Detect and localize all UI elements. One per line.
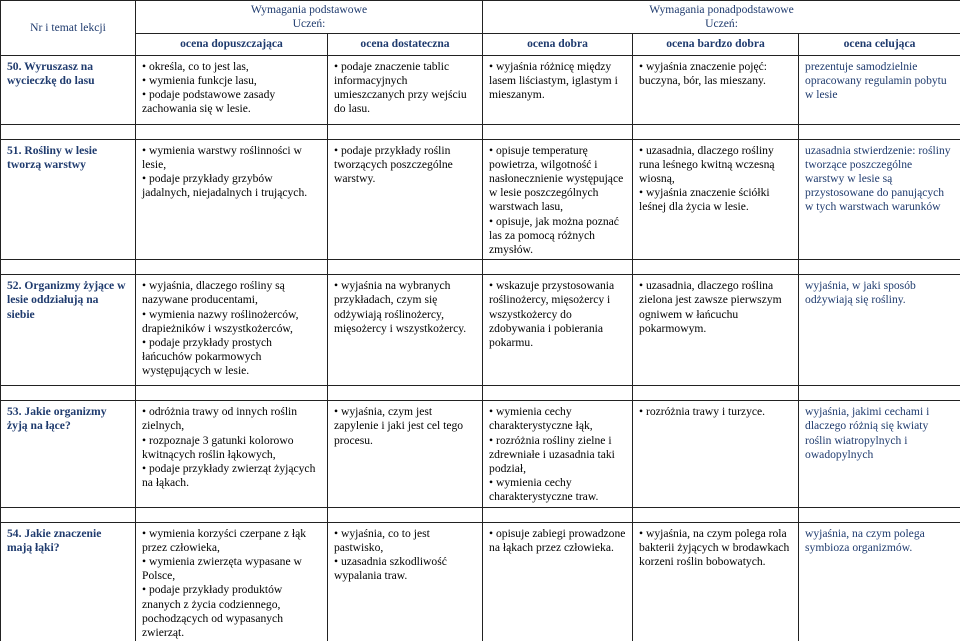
requirement-cell <box>328 275 483 386</box>
requirement-item: • wyjaśnia na wybranych przykładach, czym się odżywiają roślinożercy, mięsożercy i wszystkożercy. <box>334 279 467 335</box>
table-body <box>1 55 960 641</box>
requirement-item: • rozpoznaje 3 gatunki kolorowo kwitnących roślin łąkowych, <box>142 433 294 461</box>
requirement-item: • opisuje temperaturę powietrza, wilgotność i nasłonecznienie występujące w lesie poszczególnych warstwach lasu, <box>489 143 624 214</box>
lesson-title: 52. Organizmy żyjące w lesie oddziałują na siebie <box>1 275 136 386</box>
requirement-item: wyjaśnia, w jaki sposób odżywiają się rośliny. <box>805 279 916 307</box>
spacer-cell <box>136 386 328 401</box>
spacer-cell <box>1 124 136 139</box>
requirement-item: • opisuje zabiegi prowadzone na łąkach przez człowieka. <box>489 526 626 554</box>
spacer-cell <box>483 386 633 401</box>
requirement-cell <box>799 139 960 260</box>
spacer-cell <box>799 507 960 522</box>
advanced-requirements-title: Wymagania ponadpodstawowe <box>649 3 794 16</box>
spacer-cell <box>1 260 136 275</box>
grade-header: ocena bardzo dobra <box>633 34 799 55</box>
requirement-cell <box>328 401 483 507</box>
requirement-item: • podaje podstawowe zasady zachowania się w lesie. <box>142 88 276 116</box>
spacer-cell <box>1 386 136 401</box>
requirement-cell <box>799 522 960 641</box>
row-spacer <box>1 124 960 139</box>
requirement-cell <box>633 275 799 386</box>
requirement-item: • wyjaśnia, dlaczego rośliny są nazywane producentami, <box>142 279 285 307</box>
grade-header: ocena dostateczna <box>328 34 483 55</box>
requirement-item: prezentuje samodzielnie opracowany regulamin pobytu w lesie <box>805 59 947 102</box>
spacer-cell <box>633 260 799 275</box>
requirement-item: uzasadnia stwierdzenie: rośliny tworzące poszczególne warstwy w lesie są przystosowane do panujących w tych warstwach warunków <box>805 143 951 214</box>
lesson-column-header: Nr i temat lekcji <box>1 1 136 56</box>
requirement-item: • wymienia cechy charakterystyczne traw. <box>489 476 599 504</box>
requirement-item: • podaje przykłady grzybów jadalnych, niejadalnych i trujących. <box>142 172 308 200</box>
requirement-item: • wyjaśnia, czym jest zapylenie i jaki jest cel tego procesu. <box>334 405 464 447</box>
requirement-item: • wyjaśnia znaczenie pojęć: buczyna, bór, las mieszany. <box>639 59 767 87</box>
spacer-cell <box>328 260 483 275</box>
lesson-title: 54. Jakie znaczenie mają łąki? <box>1 522 136 641</box>
spacer-cell <box>483 260 633 275</box>
requirement-cell <box>799 55 960 124</box>
requirement-item: wyjaśnia, jakimi cechami i dlaczego różnią się kwiaty roślin wiatropylnych i owadopylnych <box>805 405 930 461</box>
spacer-cell <box>633 507 799 522</box>
requirement-cell <box>328 139 483 260</box>
grade-header: ocena dobra <box>483 34 633 55</box>
requirement-item: • uzasadnia, dlaczego rośliny runa leśnego kwitną wczesną wiosną, <box>639 143 775 186</box>
table-row <box>1 139 960 260</box>
spacer-cell <box>633 386 799 401</box>
spacer-cell <box>136 507 328 522</box>
requirement-item: • uzasadnia szkodliwość wypalania traw. <box>334 555 447 583</box>
requirement-item: • rozróżnia rośliny zielne i zdrewniałe i uzasadnia taki podział, <box>489 433 615 476</box>
requirement-item: • podaje znaczenie tablic informacyjnych umieszczanych przy wejściu do lasu. <box>334 59 467 116</box>
spacer-cell <box>136 124 328 139</box>
requirement-item: • wymienia funkcje lasu, <box>142 73 257 87</box>
header-row-grades <box>1 34 960 55</box>
requirement-item: • wymienia warstwy roślinności w lesie, <box>142 143 302 171</box>
requirement-cell <box>136 139 328 260</box>
spacer-cell <box>799 386 960 401</box>
table-row <box>1 522 960 641</box>
spacer-cell <box>633 124 799 139</box>
spacer-cell <box>136 260 328 275</box>
requirement-item: • wskazuje przystosowania roślinożercy, mięsożercy i wszystkożercy do zdobywania i pobierania pokarmu. <box>489 279 615 350</box>
requirement-cell <box>633 401 799 507</box>
lesson-title: 50. Wyruszasz na wycieczkę do lasu <box>1 55 136 124</box>
spacer-cell <box>328 124 483 139</box>
requirement-cell <box>483 401 633 507</box>
requirement-cell <box>483 55 633 124</box>
requirement-cell <box>633 522 799 641</box>
lesson-title: 51. Rośliny w lesie tworzą warstwy <box>1 139 136 260</box>
requirement-cell <box>799 401 960 507</box>
requirement-item: • podaje przykłady zwierząt żyjących na łąkach. <box>142 462 316 490</box>
table-row <box>1 55 960 124</box>
grade-header: ocena celująca <box>799 34 960 55</box>
advanced-requirements-header <box>483 1 960 34</box>
requirement-item: • podaje przykłady roślin tworzących poszczególne warstwy. <box>334 143 453 186</box>
requirement-item: • wyjaśnia znaczenie ściółki leśnej dla życia w lesie. <box>639 186 770 214</box>
table-row <box>1 275 960 386</box>
lesson-title: 53. Jakie organizmy żyją na łące? <box>1 401 136 507</box>
requirement-item: • podaje przykłady prostych łańcuchów pokarmowych występujących w lesie. <box>142 336 272 378</box>
requirement-item: • wyjaśnia różnicę między lasem liściastym, iglastym i mieszanym. <box>489 59 618 102</box>
requirement-item: wyjaśnia, na czym polega symbioza organizmów. <box>805 526 925 554</box>
requirement-item: • wymienia zwierzęta wypasane w Polsce, <box>142 555 302 583</box>
requirement-cell <box>799 275 960 386</box>
requirement-cell <box>483 522 633 641</box>
advanced-requirements-subtitle: Uczeń: <box>705 17 738 31</box>
requirement-item: • wyjaśnia, co to jest pastwisko, <box>334 526 430 554</box>
spacer-cell <box>328 386 483 401</box>
spacer-cell <box>799 124 960 139</box>
grade-header: ocena dopuszczająca <box>136 34 328 55</box>
requirement-item: • podaje przykłady produktów znanych z życia codziennego, pochodzących od wypasanych zwierząt. <box>142 583 284 640</box>
requirement-item: • określa, co to jest las, <box>142 59 249 73</box>
requirement-item: • wymienia nazwy roślinożerców, drapieżników i wszystkożerców, <box>142 307 299 335</box>
header-row-1 <box>1 1 960 34</box>
spacer-cell <box>799 260 960 275</box>
requirement-cell <box>328 522 483 641</box>
requirement-cell <box>633 139 799 260</box>
spacer-cell <box>1 507 136 522</box>
requirement-item: • opisuje, jak można poznać las za pomocą różnych zmysłów. <box>489 214 619 257</box>
row-spacer <box>1 260 960 275</box>
basic-requirements-header <box>136 1 483 34</box>
row-spacer <box>1 507 960 522</box>
requirement-item: • odróżnia trawy od innych roślin zielnych, <box>142 405 298 433</box>
requirement-cell <box>483 139 633 260</box>
requirement-cell <box>483 275 633 386</box>
requirement-cell <box>633 55 799 124</box>
requirement-item: • wymienia korzyści czerpane z łąk przez człowieka, <box>142 526 307 554</box>
requirement-item: • wymienia cechy charakterystyczne łąk, <box>489 405 593 433</box>
basic-requirements-subtitle: Uczeń: <box>292 17 326 31</box>
row-spacer <box>1 386 960 401</box>
spacer-cell <box>483 124 633 139</box>
spacer-cell <box>483 507 633 522</box>
requirement-item: • uzasadnia, dlaczego roślina zielona jest zawsze pierwszym ogniwem w łańcuchu pokarmowym. <box>639 279 782 335</box>
requirement-cell <box>136 522 328 641</box>
basic-requirements-title: Wymagania podstawowe <box>250 3 368 16</box>
table-row <box>1 401 960 507</box>
requirement-item: • wyjaśnia, na czym polega rola bakterii żyjących w brodawkach korzeni roślin bobowatych. <box>639 526 790 569</box>
requirement-cell <box>136 275 328 386</box>
requirement-cell <box>328 55 483 124</box>
spacer-cell <box>328 507 483 522</box>
requirement-item: • rozróżnia trawy i turzyce. <box>639 405 766 419</box>
requirement-cell <box>136 55 328 124</box>
requirement-cell <box>136 401 328 507</box>
